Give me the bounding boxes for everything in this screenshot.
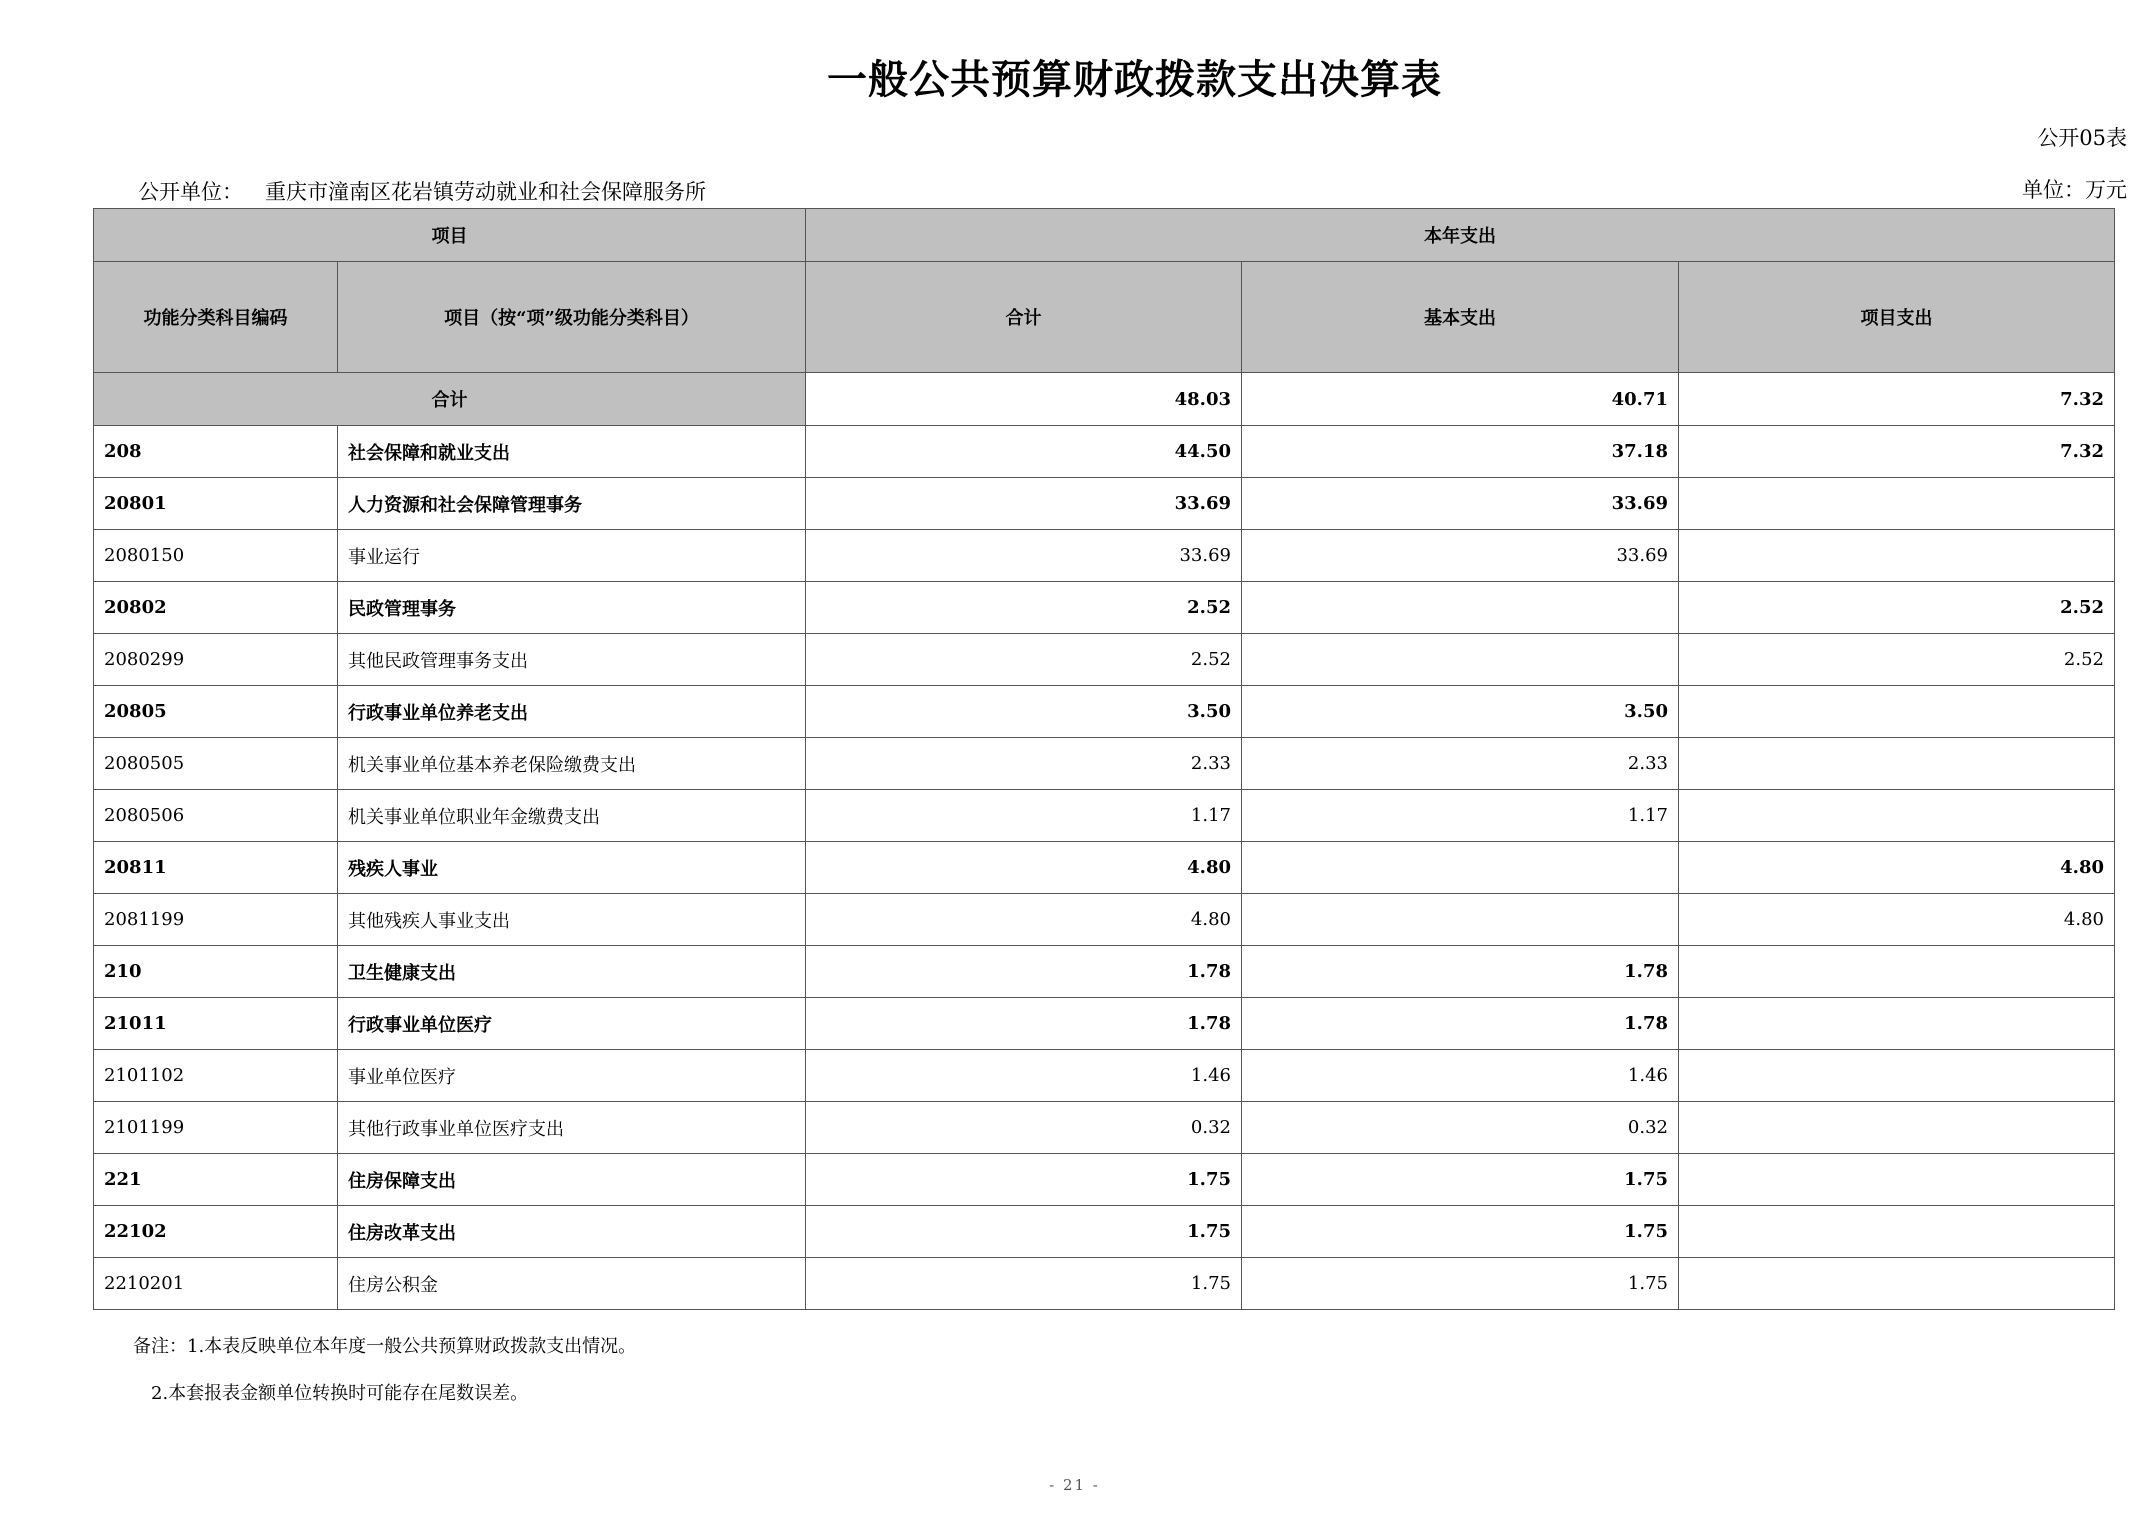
- row-name: 住房公积金: [338, 1258, 806, 1310]
- row-total: 1.75: [806, 1206, 1242, 1258]
- table-row: [94, 582, 2115, 634]
- row-name: 民政管理事务: [338, 582, 806, 634]
- row-total: 1.75: [806, 1154, 1242, 1206]
- note-2: 2.本套报表金额单位转换时可能存在尾数误差。: [151, 1383, 529, 1404]
- row-code: 22102: [94, 1206, 338, 1258]
- row-name: 事业运行: [338, 530, 806, 582]
- row-project: [1679, 998, 2115, 1050]
- row-basic: 0.32: [1242, 1102, 1679, 1154]
- row-basic: 1.75: [1242, 1154, 1679, 1206]
- row-project: 2.52: [1679, 582, 2115, 634]
- total-basic: 40.71: [1242, 373, 1679, 426]
- row-basic: 1.75: [1242, 1206, 1679, 1258]
- row-total: 1.78: [806, 998, 1242, 1050]
- row-code: 20802: [94, 582, 338, 634]
- table-row: [94, 1050, 2115, 1102]
- row-name: 其他民政管理事务支出: [338, 634, 806, 686]
- row-name: 残疾人事业: [338, 842, 806, 894]
- row-basic: [1242, 582, 1679, 634]
- header-current-year: 本年支出: [806, 209, 2115, 262]
- table-row: [94, 634, 2115, 686]
- row-name: 行政事业单位医疗: [338, 998, 806, 1050]
- row-project: [1679, 790, 2115, 842]
- row-name: 住房保障支出: [338, 1154, 806, 1206]
- header-row-2: [94, 262, 2115, 373]
- row-basic: 3.50: [1242, 686, 1679, 738]
- row-name: 行政事业单位养老支出: [338, 686, 806, 738]
- table-row: [94, 530, 2115, 582]
- reporting-unit-label: 公开单位：: [138, 180, 243, 204]
- row-total: 1.46: [806, 1050, 1242, 1102]
- row-project: [1679, 1102, 2115, 1154]
- row-project: 4.80: [1679, 894, 2115, 946]
- note-1: 备注：1.本表反映单位本年度一般公共预算财政拨款支出情况。: [133, 1336, 637, 1357]
- row-name: 住房改革支出: [338, 1206, 806, 1258]
- header-total: 合计: [806, 262, 1242, 373]
- row-project: [1679, 1206, 2115, 1258]
- header-row-1: [94, 209, 2115, 262]
- row-project: 4.80: [1679, 842, 2115, 894]
- row-project: [1679, 1050, 2115, 1102]
- row-total: 3.50: [806, 686, 1242, 738]
- row-code: 2210201: [94, 1258, 338, 1310]
- row-basic: [1242, 894, 1679, 946]
- header-project-expenditure: 项目支出: [1679, 262, 2115, 373]
- table-row: [94, 946, 2115, 998]
- row-basic: 1.75: [1242, 1258, 1679, 1310]
- row-basic: 2.33: [1242, 738, 1679, 790]
- row-project: [1679, 1154, 2115, 1206]
- row-project: [1679, 478, 2115, 530]
- table-row: [94, 894, 2115, 946]
- row-basic: 1.17: [1242, 790, 1679, 842]
- row-code: 210: [94, 946, 338, 998]
- header-project: 项目: [94, 209, 806, 262]
- expenditure-table: [93, 208, 2115, 1310]
- row-name: 事业单位医疗: [338, 1050, 806, 1102]
- row-project: [1679, 530, 2115, 582]
- row-name: 人力资源和社会保障管理事务: [338, 478, 806, 530]
- row-code: 2101102: [94, 1050, 338, 1102]
- row-project: [1679, 686, 2115, 738]
- table-row: [94, 1102, 2115, 1154]
- table-row: [94, 478, 2115, 530]
- row-total: 1.75: [806, 1258, 1242, 1310]
- row-name: 机关事业单位职业年金缴费支出: [338, 790, 806, 842]
- row-basic: 33.69: [1242, 530, 1679, 582]
- row-total: 0.32: [806, 1102, 1242, 1154]
- table-row: [94, 686, 2115, 738]
- total-total: 48.03: [806, 373, 1242, 426]
- reporting-unit: [138, 176, 706, 206]
- row-total: 33.69: [806, 530, 1242, 582]
- row-code: 208: [94, 426, 338, 478]
- row-total: 2.52: [806, 582, 1242, 634]
- table-row: [94, 426, 2115, 478]
- page-number: - 21 -: [1049, 1476, 1100, 1494]
- row-total: 4.80: [806, 842, 1242, 894]
- row-basic: 1.78: [1242, 946, 1679, 998]
- row-code: 20811: [94, 842, 338, 894]
- row-basic: [1242, 842, 1679, 894]
- reporting-unit-name: 重庆市潼南区花岩镇劳动就业和社会保障服务所: [265, 180, 706, 204]
- row-basic: 33.69: [1242, 478, 1679, 530]
- row-total: 1.78: [806, 946, 1242, 998]
- row-basic: 1.78: [1242, 998, 1679, 1050]
- row-code: 21011: [94, 998, 338, 1050]
- row-code: 2101199: [94, 1102, 338, 1154]
- row-total: 1.17: [806, 790, 1242, 842]
- row-total: 33.69: [806, 478, 1242, 530]
- row-basic: 37.18: [1242, 426, 1679, 478]
- form-number: 公开05表: [2037, 126, 2127, 150]
- row-basic: 1.46: [1242, 1050, 1679, 1102]
- row-project: 7.32: [1679, 426, 2115, 478]
- row-code: 20805: [94, 686, 338, 738]
- row-project: 2.52: [1679, 634, 2115, 686]
- row-total: 2.52: [806, 634, 1242, 686]
- row-name: 社会保障和就业支出: [338, 426, 806, 478]
- footnotes: [133, 1338, 636, 1432]
- header-name: 项目（按“项”级功能分类科目）: [338, 262, 806, 373]
- row-name: 其他残疾人事业支出: [338, 894, 806, 946]
- row-name: 卫生健康支出: [338, 946, 806, 998]
- header-basic: 基本支出: [1242, 262, 1679, 373]
- row-code: 2081199: [94, 894, 338, 946]
- table-row: [94, 1154, 2115, 1206]
- row-code: 2080150: [94, 530, 338, 582]
- total-project: 7.32: [1679, 373, 2115, 426]
- row-code: 2080505: [94, 738, 338, 790]
- row-total: 4.80: [806, 894, 1242, 946]
- row-project: [1679, 738, 2115, 790]
- table-row: [94, 998, 2115, 1050]
- page-title: 一般公共预算财政拨款支出决算表: [827, 56, 1442, 103]
- row-code: 20801: [94, 478, 338, 530]
- row-code: 221: [94, 1154, 338, 1206]
- currency-unit: 单位：万元: [2022, 178, 2127, 202]
- table-row: [94, 842, 2115, 894]
- table-row: [94, 738, 2115, 790]
- row-project: [1679, 946, 2115, 998]
- row-total: 44.50: [806, 426, 1242, 478]
- total-row: [94, 373, 2115, 426]
- row-basic: [1242, 634, 1679, 686]
- table-row: [94, 790, 2115, 842]
- row-code: 2080506: [94, 790, 338, 842]
- row-name: 机关事业单位基本养老保险缴费支出: [338, 738, 806, 790]
- row-project: [1679, 1258, 2115, 1310]
- total-label: 合计: [94, 373, 806, 426]
- table-row: [94, 1206, 2115, 1258]
- row-name: 其他行政事业单位医疗支出: [338, 1102, 806, 1154]
- header-code: 功能分类科目编码: [94, 262, 338, 373]
- table-row: [94, 1258, 2115, 1310]
- row-code: 2080299: [94, 634, 338, 686]
- row-total: 2.33: [806, 738, 1242, 790]
